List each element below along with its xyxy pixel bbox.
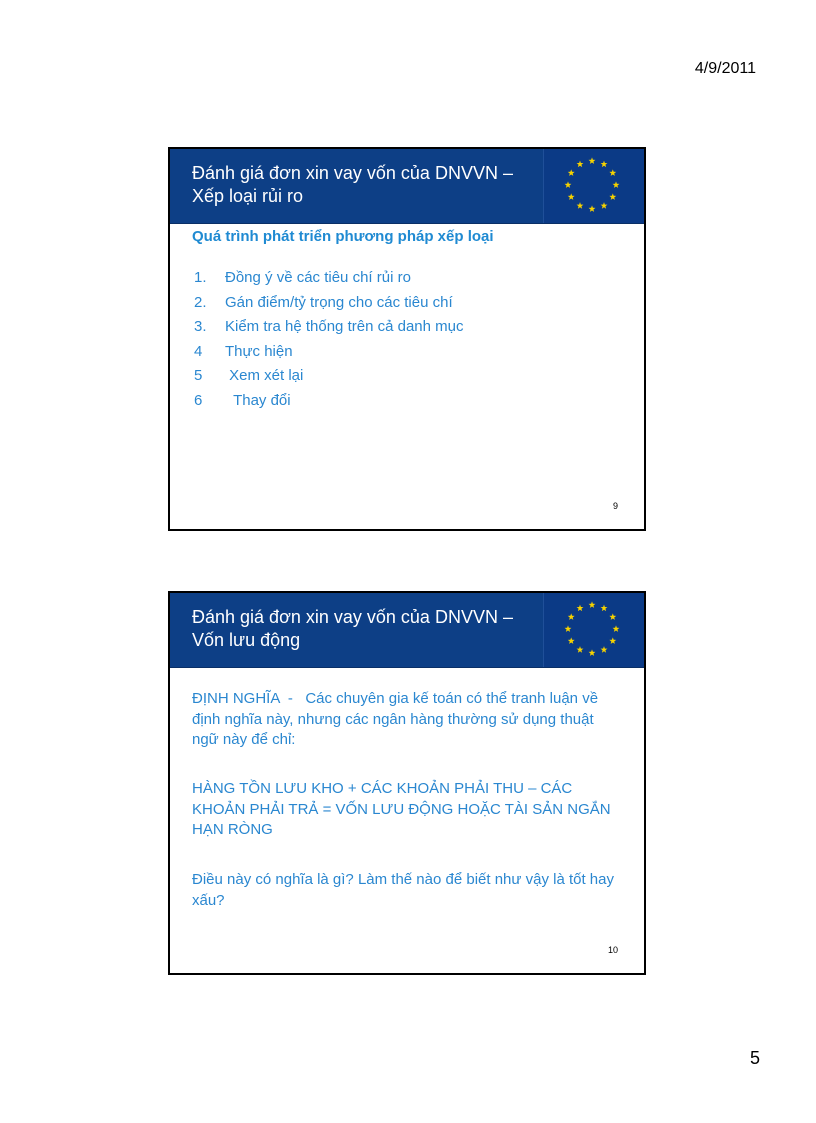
- formula-paragraph: HÀNG TỒN LƯU KHO + CÁC KHOẢN PHẢI THU – CÁC KHOẢN PHẢI TRẢ = VỐN LƯU ĐỘNG HOẶC TÀI SẢN NGẮN HẠN RÒNG: [192, 780, 611, 838]
- eu-star-icon: [589, 649, 596, 656]
- list-item: 1. Đồng ý về các tiêu chí rủi ro: [194, 269, 411, 286]
- eu-star-icon: [609, 169, 616, 176]
- list-item: 5 Xem xét lại: [194, 367, 304, 385]
- eu-star-icon: [589, 601, 596, 608]
- slide-title-line2: Vốn lưu động: [192, 630, 301, 650]
- eu-star-icon: [589, 157, 596, 164]
- eu-star-icon: [568, 637, 575, 644]
- eu-star-icon: [568, 613, 575, 620]
- list-item: 2. Gán điểm/tỷ trọng cho các tiêu chí: [194, 293, 453, 311]
- slide-number: 9: [612, 501, 618, 511]
- eu-star-icon: [565, 181, 572, 188]
- slide-risk-rating: [168, 147, 646, 531]
- slide-title-line1: Đánh giá đơn xin vay vốn của DNVVN –: [192, 163, 513, 183]
- slide-title-line2: Xếp loại rủi ro: [192, 186, 304, 206]
- slide-header: [170, 593, 644, 668]
- eu-star-icon: [609, 193, 616, 200]
- definition-paragraph: ĐỊNH NGHĨA - Các chuyên gia kế toán có thể tranh luận về định nghĩa này, nhưng các ngân hàng thường sử dụng thuật ngữ này để chỉ:: [192, 690, 603, 748]
- eu-star-icon: [609, 637, 616, 644]
- slide-working-capital: [168, 591, 646, 975]
- eu-star-icon: [601, 646, 608, 653]
- slide-title: [192, 606, 532, 652]
- eu-star-icon: [577, 646, 584, 653]
- eu-star-icon: [613, 181, 620, 188]
- list-item: 3. Kiểm tra hệ thống trên cả danh mục: [194, 318, 464, 336]
- page-date: 4/9/2011: [694, 60, 756, 77]
- question-paragraph: Điều này có nghĩa là gì? Làm thế nào để biết như vậy là tốt hay xấu?: [192, 871, 614, 909]
- eu-star-icon: [565, 625, 572, 632]
- slide-title-line1: Đánh giá đơn xin vay vốn của DNVVN –: [192, 607, 513, 627]
- eu-star-icon: [577, 202, 584, 209]
- eu-flag-icon: [543, 593, 644, 667]
- eu-star-icon: [589, 205, 596, 212]
- slide-number: 10: [607, 945, 618, 955]
- eu-star-icon: [613, 625, 620, 632]
- eu-flag-icon: [543, 149, 644, 223]
- eu-star-icon: [601, 605, 608, 612]
- eu-star-icon: [577, 161, 584, 168]
- eu-star-icon: [568, 169, 575, 176]
- list-item: 6 Thay đổi: [194, 391, 291, 409]
- eu-star-icon: [609, 613, 616, 620]
- criteria-list: [194, 269, 463, 417]
- eu-star-icon: [577, 605, 584, 612]
- slide-title: [192, 162, 532, 208]
- slide-subtitle: Quá trình phát triển phương pháp xếp loại: [192, 228, 494, 245]
- eu-star-icon: [601, 161, 608, 168]
- eu-star-icon: [601, 202, 608, 209]
- list-item: 4 Thực hiện: [194, 342, 293, 360]
- eu-star-icon: [568, 193, 575, 200]
- slide-header: [170, 149, 644, 224]
- page-number: 5: [749, 1048, 760, 1068]
